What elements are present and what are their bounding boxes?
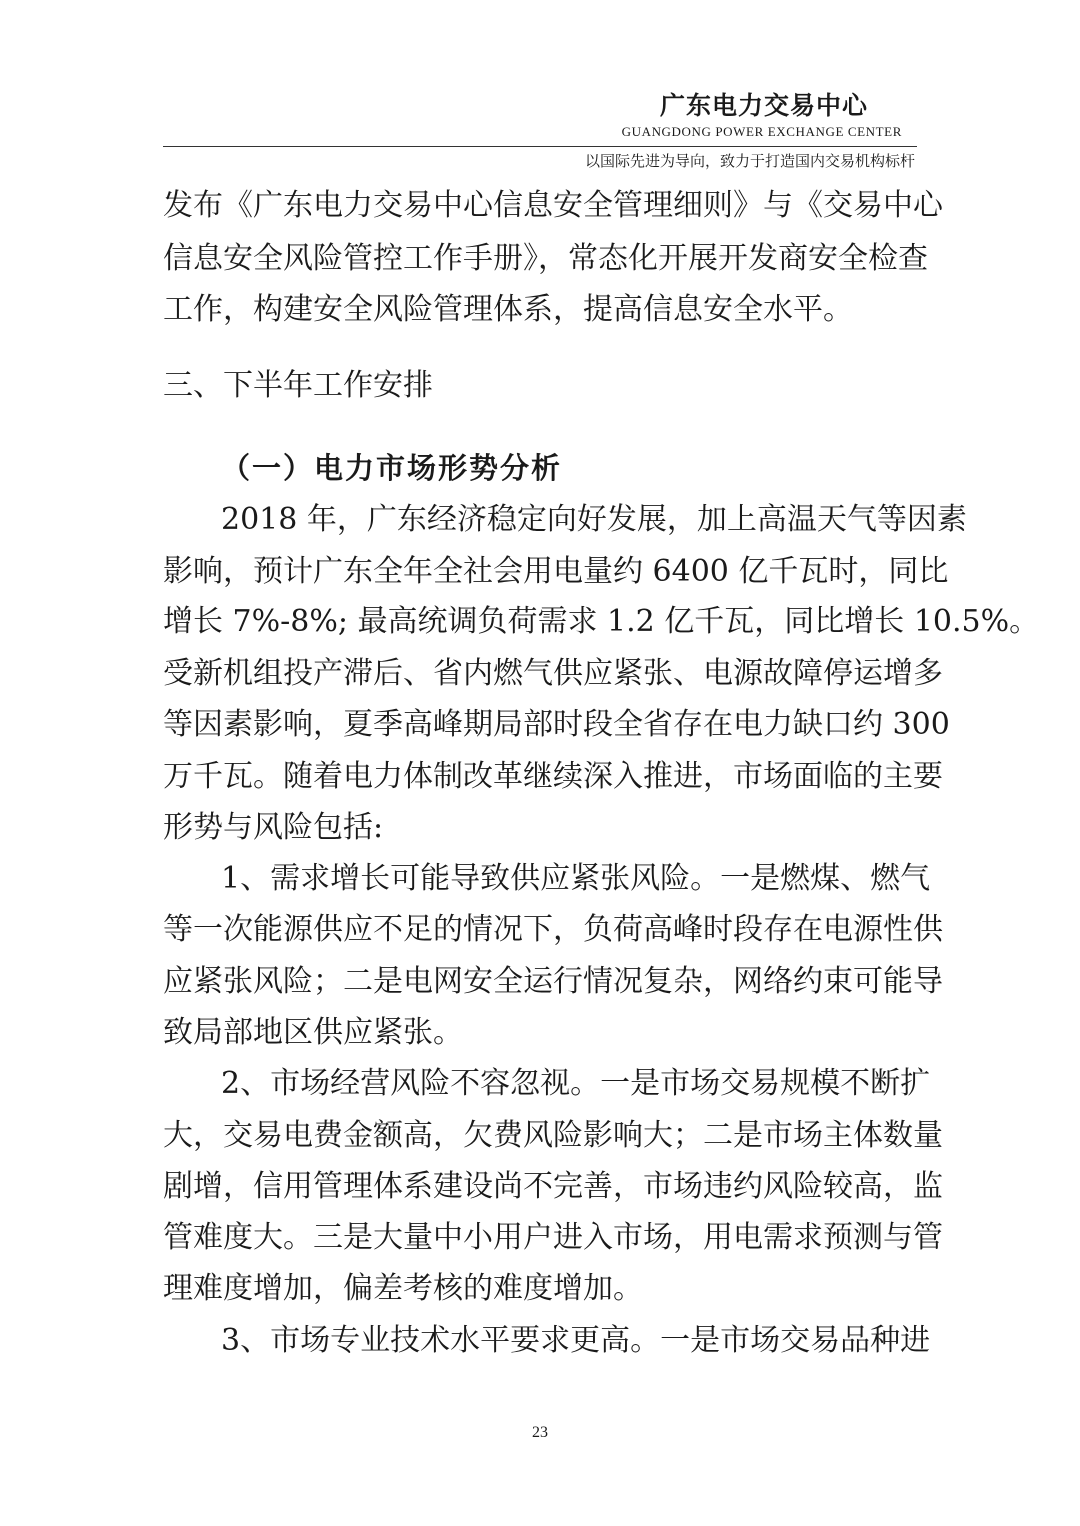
list-item-line: 剧增，信用管理体系建设尚不完善，市场违约风险较高，监	[163, 1169, 943, 1204]
header-divider	[163, 146, 917, 147]
page-number: 23	[532, 1424, 548, 1441]
list-item-line: 1、需求增长可能导致供应紧张风险。一是燃煤、燃气	[221, 861, 931, 896]
body-line: 2018 年，广东经济稳定向好发展，加上高温天气等因素	[221, 502, 967, 537]
list-item-line: 管难度大。三是大量中小用户进入市场，用电需求预测与管	[163, 1220, 943, 1255]
body-line: 等因素影响，夏季高峰期局部时段全省存在电力缺口约 300	[163, 707, 950, 742]
list-item-line: 2、市场经营风险不容忽视。一是市场交易规模不断扩	[221, 1066, 931, 1101]
body-line: 工作，构建安全风险管理体系，提高信息安全水平。	[163, 292, 853, 327]
body-line: 受新机组投产滞后、省内燃气供应紧张、电源故障停运增多	[163, 656, 943, 691]
list-item-line: 等一次能源供应不足的情况下，负荷高峰时段存在电源性供	[163, 912, 943, 947]
section-heading: 三、下半年工作安排	[163, 368, 433, 403]
list-item-line: 致局部地区供应紧张。	[163, 1015, 463, 1050]
body-line: 信息安全风险管控工作手册》，常态化开展开发商安全检查	[163, 241, 928, 276]
body-line: 增长 7%-8%; 最高统调负荷需求 1.2 亿千瓦，同比增长 10.5%。	[163, 604, 1040, 639]
header-org-name-en: GUANGDONG POWER EXCHANGE CENTER	[621, 124, 902, 139]
list-item-line: 理难度增加，偏差考核的难度增加。	[163, 1271, 643, 1306]
body-line: 形势与风险包括:	[163, 810, 384, 845]
list-item-line: 大，交易电费金额高，欠费风险影响大；二是市场主体数量	[163, 1118, 943, 1153]
header-org-name: 广东电力交易中心	[659, 91, 868, 120]
body-line: 发布《广东电力交易中心信息安全管理细则》与《交易中心	[163, 188, 943, 223]
body-line: 影响，预计广东全年全社会用电量约 6400 亿千瓦时，同比	[163, 554, 949, 589]
list-item-line: 3、市场专业技术水平要求更高。一是市场交易品种进	[221, 1323, 931, 1358]
header-slogan: 以国际先进为导向，致力于打造国内交易机构标杆	[584, 152, 915, 170]
list-item-line: 应紧张风险；二是电网安全运行情况复杂，网络约束可能导	[163, 964, 943, 999]
subsection-heading: （一）电力市场形势分析	[221, 451, 563, 485]
body-line: 万千瓦。随着电力体制改革继续深入推进，市场面临的主要	[163, 759, 943, 794]
